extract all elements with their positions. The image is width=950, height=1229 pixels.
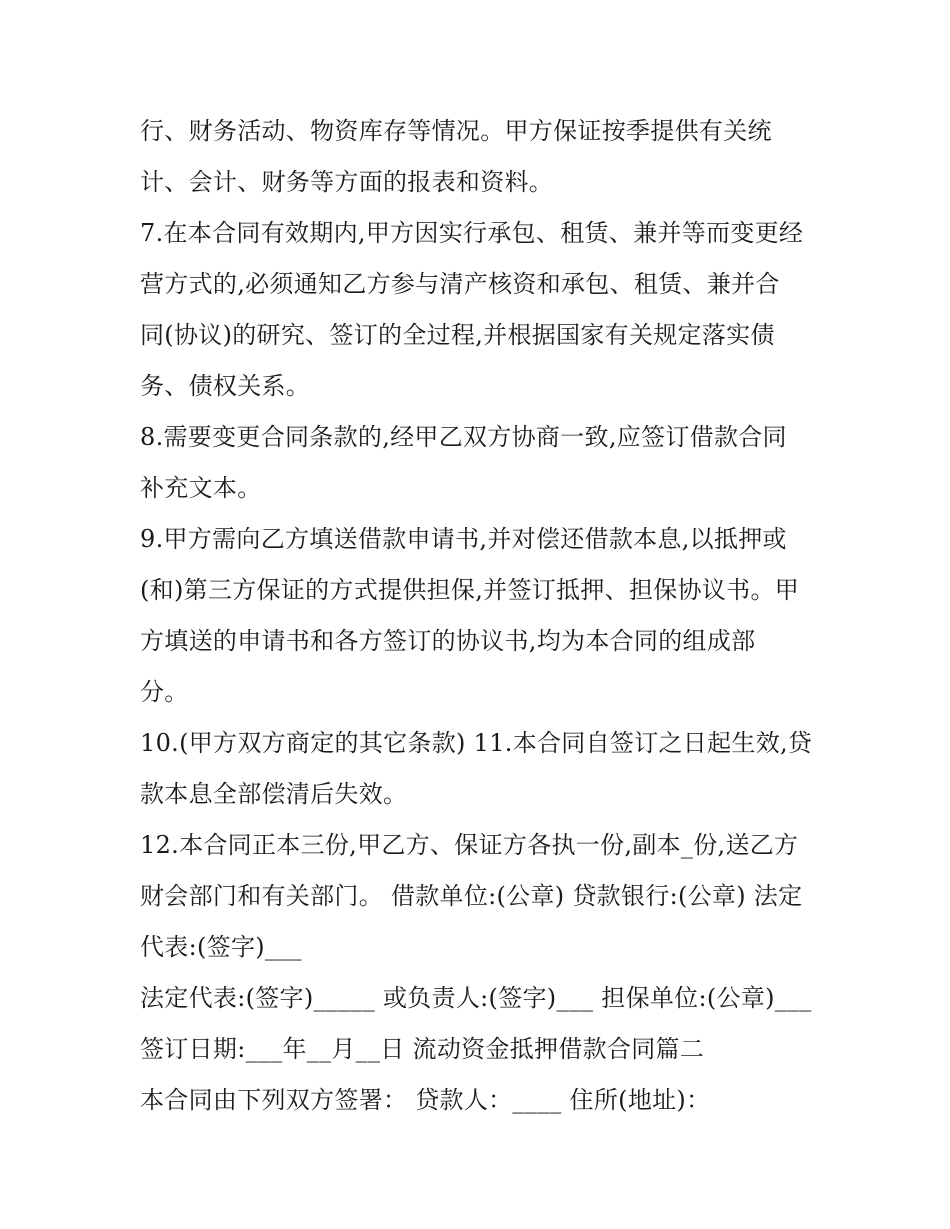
signature-line: 财会部门和有关部门。 借款单位:(公章) 贷款银行:(公章) 法定: [140, 882, 803, 910]
text-line: 方填送的申请书和各方签订的协议书,均为本合同的组成部: [140, 627, 756, 655]
clause-10-11-line: 10.(甲方双方商定的其它条款) 11.本合同自签订之日起生效,贷: [140, 729, 813, 757]
signing-date-line: 签订日期:___年__月__日 流动资金抵押借款合同篇二: [140, 1035, 705, 1063]
contract-two-intro-line: 本合同由下列双方签署： 贷款人：____ 住所(地址)：: [140, 1086, 711, 1114]
text-line: (和)第三方保证的方式提供担保,并签订抵押、担保协议书。甲: [140, 576, 800, 604]
signature-line: 代表:(签字)___: [140, 933, 302, 961]
text-line: 补充文本。: [140, 474, 262, 502]
text-line: 行、财务活动、物资库存等情况。甲方保证按季提供有关统: [140, 117, 772, 145]
clause-12-line: 12.本合同正本三份,甲乙方、保证方各执一份,副本_份,送乙方: [140, 831, 799, 859]
clause-9-line: 9.甲方需向乙方填送借款申请书,并对偿还借款本息,以抵押或: [140, 525, 787, 553]
text-line: 计、会计、财务等方面的报表和资料。: [140, 168, 554, 196]
text-line: 分。: [140, 678, 189, 706]
signature-line: 法定代表:(签字)_____ 或负责人:(签字)___ 担保单位:(公章)___: [140, 984, 812, 1012]
text-line: 营方式的,必须通知乙方参与清产核资和承包、租赁、兼并合: [140, 270, 780, 298]
text-line: 款本息全部偿清后失效。: [140, 780, 408, 808]
text-line: 同(协议)的研究、签订的全过程,并根据国家有关规定落实债: [140, 321, 775, 349]
text-line: 务、债权关系。: [140, 372, 311, 400]
clause-7-line: 7.在本合同有效期内,甲方因实行承包、租赁、兼并等而变更经: [140, 219, 804, 247]
contract-text-body: [140, 106, 820, 1126]
clause-8-line: 8.需要变更合同条款的,经甲乙双方协商一致,应签订借款合同: [140, 423, 787, 451]
